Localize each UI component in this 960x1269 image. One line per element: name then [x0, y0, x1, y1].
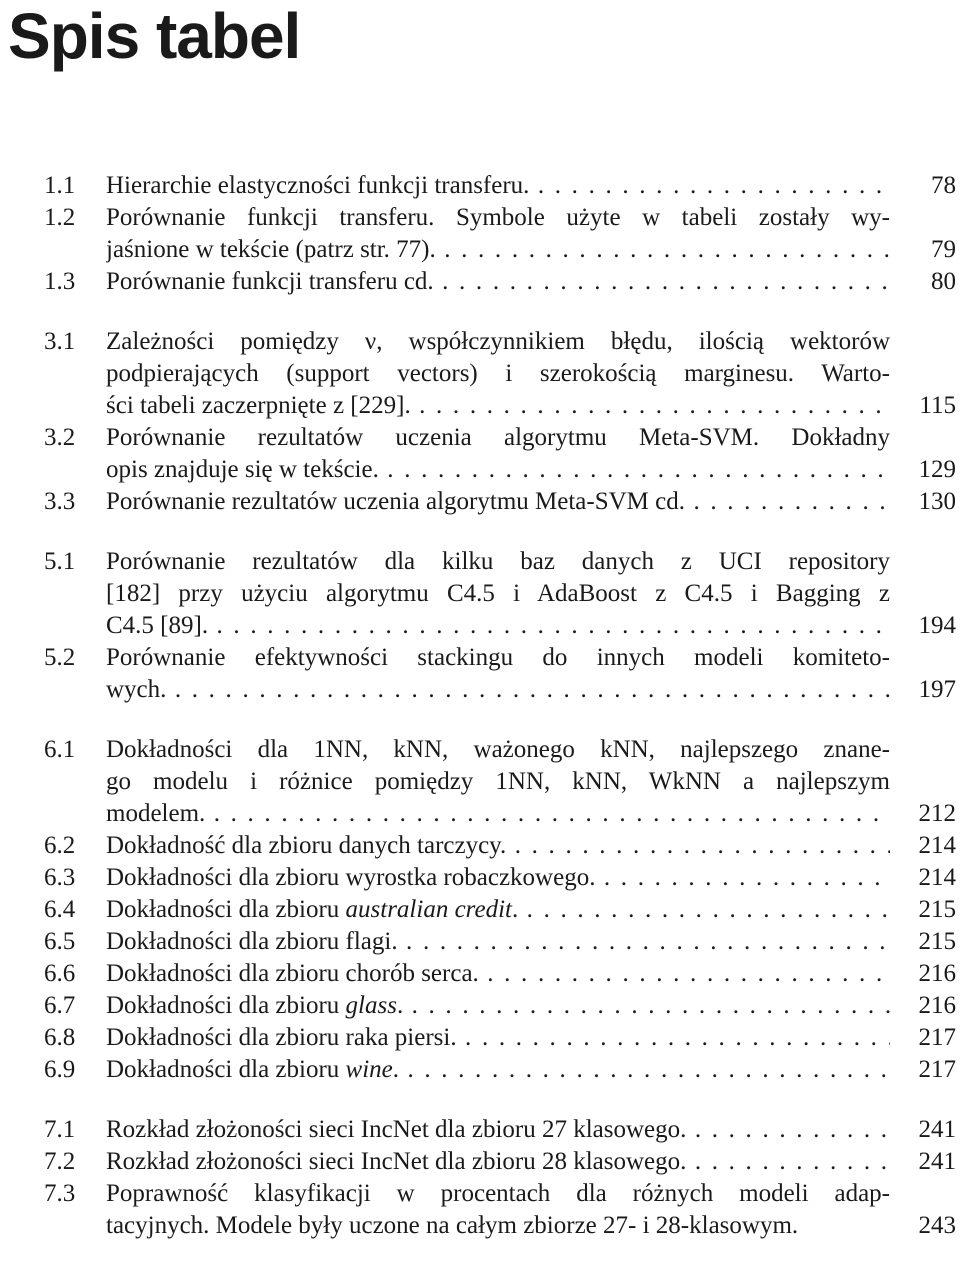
- caption-line: [106, 610, 890, 642]
- toc-group: [0, 734, 960, 1086]
- table-caption: [106, 1178, 890, 1242]
- toc-group: [0, 546, 960, 706]
- toc-entry[interactable]: [0, 926, 960, 958]
- caption-line: [106, 1114, 890, 1146]
- table-number: 6.1: [44, 736, 76, 763]
- toc-entry[interactable]: [0, 170, 960, 202]
- toc-entry[interactable]: [0, 1022, 960, 1054]
- caption-line: [106, 1210, 890, 1242]
- page-number: 78: [894, 170, 956, 202]
- table-number: 6.2: [44, 832, 76, 859]
- caption-text: Dokładności dla zbioru chorób serca.: [106, 960, 479, 987]
- caption-line: [106, 546, 890, 578]
- table-caption: [106, 326, 890, 422]
- caption-line: [106, 1022, 890, 1054]
- caption-line: [106, 894, 890, 926]
- page-number: 79: [894, 234, 956, 266]
- table-number: 6.3: [44, 864, 76, 891]
- caption-line: [106, 390, 890, 422]
- caption-text: .: [392, 1056, 399, 1083]
- toc-entry[interactable]: [0, 990, 960, 1022]
- toc-entry[interactable]: [0, 894, 960, 926]
- caption-line: [106, 642, 890, 674]
- table-caption: [106, 894, 890, 926]
- caption-text: Dokładności dla zbioru: [106, 992, 346, 1019]
- caption-line: [106, 1054, 890, 1086]
- caption-line: [106, 202, 890, 234]
- caption-text: Dokładności dla zbioru: [106, 896, 346, 923]
- caption-text: Porównanie funkcji transferu. Symbole użyte w tabeli zostały wy-: [106, 204, 890, 231]
- toc-entry[interactable]: [0, 202, 960, 266]
- dataset-name: australian credit: [345, 896, 512, 923]
- page-number: 241: [894, 1114, 956, 1146]
- caption-line: [106, 830, 890, 862]
- toc-entry[interactable]: [0, 1178, 960, 1242]
- page-number: 243: [894, 1210, 956, 1242]
- toc-group: [0, 326, 960, 518]
- table-caption: [106, 862, 890, 894]
- caption-text: Dokładności dla zbioru wyrostka robaczkowego.: [106, 864, 596, 891]
- table-caption: [106, 266, 890, 298]
- caption-line: [106, 958, 890, 990]
- toc-entry[interactable]: [0, 546, 960, 642]
- caption-line: [106, 766, 890, 798]
- table-number: 6.6: [44, 960, 76, 987]
- table-caption: [106, 830, 890, 862]
- toc-entry[interactable]: [0, 422, 960, 486]
- toc-group: [0, 1114, 960, 1242]
- table-caption: [106, 422, 890, 486]
- caption-line: [106, 578, 890, 610]
- caption-line: [106, 422, 890, 454]
- page-number: 241: [894, 1146, 956, 1178]
- toc-entry[interactable]: [0, 1054, 960, 1086]
- toc-entry[interactable]: [0, 642, 960, 706]
- table-caption: [106, 1054, 890, 1086]
- page-number: 197: [894, 674, 956, 706]
- caption-text: Zależności pomiędzy ν, współczynnikiem błędu, ilością wektorów: [106, 328, 890, 355]
- caption-text: modelem.: [106, 800, 206, 827]
- caption-text: Dokładność dla zbioru danych tarczycy.: [106, 832, 507, 859]
- table-caption: [106, 1022, 890, 1054]
- table-number: 1.3: [44, 268, 76, 295]
- caption-text: opis znajduje się w tekście.: [106, 456, 379, 483]
- page-number: 130: [894, 486, 956, 518]
- caption-line: [106, 798, 890, 830]
- toc-entry[interactable]: [0, 958, 960, 990]
- table-number: 3.3: [44, 488, 76, 515]
- caption-text: Dokładności dla zbioru flagi.: [106, 928, 398, 955]
- table-number: 6.9: [44, 1056, 76, 1083]
- toc-entry[interactable]: [0, 862, 960, 894]
- toc-entry[interactable]: [0, 734, 960, 830]
- caption-text: Porównanie rezultatów dla kilku baz danych z UCI repository: [106, 548, 890, 575]
- table-caption: [106, 202, 890, 266]
- caption-text: Dokładności dla zbioru: [106, 1056, 346, 1083]
- table-caption: [106, 926, 890, 958]
- toc-entry[interactable]: [0, 486, 960, 518]
- table-number: 6.7: [44, 992, 76, 1019]
- table-caption: [106, 1114, 890, 1146]
- page-number: 216: [894, 990, 956, 1022]
- toc-entry[interactable]: [0, 830, 960, 862]
- caption-text: Dokładności dla zbioru raka piersi.: [106, 1024, 457, 1051]
- caption-line: [106, 170, 890, 202]
- caption-text: Rozkład złożoności sieci IncNet dla zbioru 28 klasowego.: [106, 1148, 687, 1175]
- caption-line: [106, 486, 890, 518]
- table-number: 1.2: [44, 204, 76, 231]
- table-number: 7.2: [44, 1148, 76, 1175]
- caption-line: [106, 266, 890, 298]
- list-of-tables: [0, 170, 960, 1242]
- caption-line: [106, 358, 890, 390]
- dataset-name: wine: [345, 1056, 393, 1083]
- caption-text: .: [511, 896, 519, 923]
- caption-text: Porównanie efektywności stackingu do innych modeli komiteto-: [106, 644, 890, 671]
- table-number: 6.5: [44, 928, 76, 955]
- caption-text: jaśnione w tekście (patrz str. 77).: [106, 236, 436, 263]
- table-number: 3.2: [44, 424, 76, 451]
- page-number: 217: [894, 1054, 956, 1086]
- page-title: Spis tabel: [8, 0, 301, 72]
- table-number: 7.3: [44, 1180, 76, 1207]
- table-caption: [106, 1146, 890, 1178]
- caption-text: go modelu i różnice pomiędzy 1NN, kNN, WkNN a najlepszym: [106, 768, 890, 795]
- caption-line: [106, 862, 890, 894]
- caption-text: Hierarchie elastyczności funkcji transferu.: [106, 172, 530, 199]
- page-number: 214: [894, 862, 956, 894]
- caption-line: [106, 926, 890, 958]
- table-caption: [106, 734, 890, 830]
- caption-line: [106, 1146, 890, 1178]
- table-number: 5.1: [44, 548, 76, 575]
- toc-entry[interactable]: [0, 1114, 960, 1146]
- caption-text: Dokładności dla 1NN, kNN, ważonego kNN, najlepszego znane-: [106, 736, 890, 763]
- table-number: 6.8: [44, 1024, 76, 1051]
- page-number: 215: [894, 926, 956, 958]
- caption-text: Rozkład złożoności sieci IncNet dla zbioru 27 klasowego.: [106, 1116, 687, 1143]
- caption-text: Porównanie funkcji transferu cd.: [106, 268, 434, 295]
- page-number: 214: [894, 830, 956, 862]
- page-number: 129: [894, 454, 956, 486]
- caption-text: [182] przy użyciu algorytmu C4.5 i AdaBoost z C4.5 i Bagging z: [106, 580, 890, 607]
- toc-entry[interactable]: [0, 326, 960, 422]
- table-number: 3.1: [44, 328, 76, 355]
- page-number: 194: [894, 610, 956, 642]
- page-number: 217: [894, 1022, 956, 1054]
- page-number: 215: [894, 894, 956, 926]
- caption-line: [106, 674, 890, 706]
- dataset-name: glass: [345, 992, 397, 1019]
- toc-entry[interactable]: [0, 266, 960, 298]
- caption-line: [106, 1178, 890, 1210]
- table-caption: [106, 958, 890, 990]
- caption-line: [106, 734, 890, 766]
- toc-group: [0, 170, 960, 298]
- caption-line: [106, 234, 890, 266]
- page-number: 212: [894, 798, 956, 830]
- table-number: 5.2: [44, 644, 76, 671]
- table-number: 6.4: [44, 896, 76, 923]
- caption-line: [106, 326, 890, 358]
- table-caption: [106, 170, 890, 202]
- caption-text: Porównanie rezultatów uczenia algorytmu Meta-SVM. Dokładny: [106, 424, 890, 451]
- caption-line: [106, 454, 890, 486]
- toc-entry[interactable]: [0, 1146, 960, 1178]
- table-caption: [106, 486, 890, 518]
- table-number: 7.1: [44, 1116, 76, 1143]
- caption-text: ści tabeli zaczerpnięte z [229].: [106, 392, 411, 419]
- caption-text: Poprawność klasyfikacji w procentach dla różnych modeli adap-: [106, 1180, 890, 1207]
- caption-text: podpierających (support vectors) i szerokością marginesu. Warto-: [106, 360, 890, 387]
- caption-text: tacyjnych. Modele były uczone na całym zbiorze 27- i 28-klasowym.: [106, 1212, 799, 1239]
- page-number: 80: [894, 266, 956, 298]
- caption-text: Porównanie rezultatów uczenia algorytmu Meta-SVM cd.: [106, 488, 685, 515]
- caption-line: [106, 990, 890, 1022]
- page-number: 115: [894, 390, 956, 422]
- table-number: 1.1: [44, 172, 76, 199]
- caption-text: wych.: [106, 676, 167, 703]
- table-caption: [106, 642, 890, 706]
- page-number: 216: [894, 958, 956, 990]
- caption-text: .: [396, 992, 404, 1019]
- table-caption: [106, 990, 890, 1022]
- caption-text: C4.5 [89].: [106, 612, 209, 639]
- table-caption: [106, 546, 890, 642]
